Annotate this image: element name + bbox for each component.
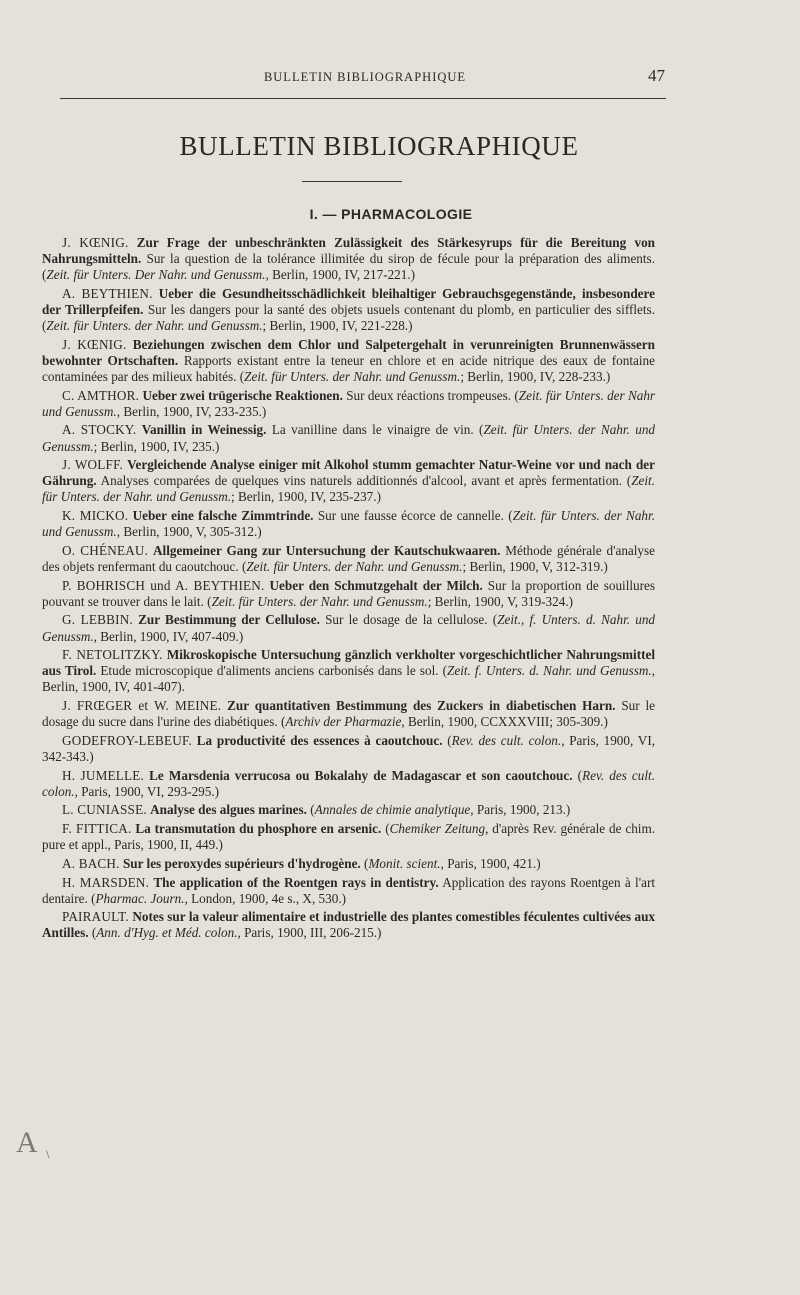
page-title: BULLETIN BIBLIOGRAPHIQUE: [179, 131, 579, 161]
entry-title: Ueber die Gesundheitsschädlichkeit bleihaltiger Gebrauchsgegenstände, insbesondere der Trillerpfeifen.: [42, 285, 656, 317]
entry-source: Ann. d'Hyg. et Méd. colon.: [96, 925, 238, 941]
entry-description: Analyses comparées de quelques vins naturels additionnés d'alcool, avant et après fermentation.: [100, 473, 623, 489]
entry-author: J. FRŒGER et W. MEINE.: [62, 698, 222, 714]
entry-publication: , Berlin, 1900, IV, 217-221.): [265, 267, 416, 283]
bibliography-entry: J. FRŒGER et W. MEINE. Zur quantitativen Bestimmung des Zuckers in diabetischen Harn. Sur le dosage du sucre dans l'urine des diabétiques. (Archiv der Pharmazie, Berlin, 1900, CCXXXVIII; 305-309.): [42, 698, 656, 730]
header-rule: [60, 98, 666, 99]
bibliography-entry: K. MICKO. Ueber eine falsche Zimmtrinde. Sur une fausse écorce de cannelle. (Zeit. für Unters. der Nahr. und Genussm., Berlin, 1900, V, 305-312.): [42, 508, 655, 540]
entry-description: Sur la question de la tolérance illimitée du sirop de fécule pour la préparation des aliments.: [146, 251, 655, 267]
entry-title: Vanillin in Weinessig.: [141, 422, 267, 438]
bibliography-entry: C. AMTHOR. Ueber zwei trügerische Reaktionen. Sur deux réactions trompeuses. (Zeit. für Unters. der Nahr und Genussm., Berlin, 1900, IV, 233-235.): [42, 387, 656, 419]
entry-source: Zeit. für Unters. der Nahr. und Genussm.: [42, 508, 655, 540]
entry-publication: ; Berlin, 1900, V, 312-319.): [462, 558, 608, 574]
bibliography-entry: A. BACH. Sur les peroxydes supérieurs d'hydrogène. (Monit. scient., Paris, 1900, 421.): [62, 855, 541, 871]
entry-title: Sur les peroxydes supérieurs d'hydrogène.: [122, 855, 361, 871]
entry-title: Zur Frage der unbeschränkten Zulässigkeit des Stärkesyrups für die Bereitung von Nahrungsmitteln.: [42, 235, 656, 267]
bibliography-entry: H. JUMELLE. Le Marsdenia verrucosa ou Bokalahy de Madagascar et son caoutchouc. (Rev. des cult. colon., Paris, 1900, VI, 293-295.): [42, 767, 656, 799]
entry-author: C. AMTHOR.: [62, 387, 140, 403]
entry-publication: , Paris, 1900, 213.): [470, 802, 571, 818]
bibliography-list: [42, 235, 655, 944]
entry-description: Sur la proportion de souillures pouvant se trouver dans le lait.: [42, 577, 656, 609]
entry-title: La transmutation du phosphore en arsenic.: [135, 821, 382, 837]
entry-source: Zeit. für Unters. der Nahr. und Genussm.: [246, 558, 463, 574]
entry-source: Zeit. für Unters. der Nahr. und Genussm.: [42, 473, 655, 505]
entry-source: Zeit. für Unters. der Nahr. und Genussm.: [42, 422, 656, 454]
entry-author: F. NETOLITZKY.: [62, 647, 163, 663]
margin-mark: A: [16, 1126, 38, 1159]
entry-title: Ueber zwei trügerische Reaktionen.: [142, 387, 343, 403]
entry-author: A. BEYTHIEN.: [62, 285, 153, 301]
entry-publication: ; Berlin, 1900, IV, 228-233.): [460, 368, 611, 384]
entry-source: Zeit. für Unters. der Nahr. und Genussm.: [211, 593, 428, 609]
entry-publication: , Paris, 1900, 421.): [440, 855, 541, 871]
entry-publication: , Berlin, 1900, IV, 233-235.): [116, 403, 267, 419]
entry-publication: , Berlin, 1900, V, 305-312.): [116, 524, 262, 540]
entry-title: Allgemeiner Gang zur Untersuchung der Kautschukwaaren.: [153, 542, 501, 558]
entry-author: PAIRAULT.: [62, 909, 129, 925]
entry-author: L. CUNIASSE.: [62, 802, 147, 818]
entry-description: Sur le dosage de la cellulose.: [325, 612, 488, 628]
entry-author: A. BACH.: [62, 855, 120, 871]
entry-publication: , Berlin, 1900, IV, 401-407).: [42, 663, 655, 695]
entry-title: The application of the Roentgen rays in dentistry.: [153, 874, 439, 890]
bibliography-entry: F. NETOLITZKY. Mikroskopische Untersuchung gänzlich verkholter vorgeschichtlicher Nahrungsmittel aus Tirol. Etude microscopique d'aliments anciens carbonisés dans le sol. (Zeit. f. Unters. d. Nahr. und Genussm., Berlin, 1900, IV, 401-407).: [42, 647, 655, 695]
entry-publication: , Paris, 1900, VI, 293-295.): [74, 783, 220, 799]
entry-title: Zur Bestimmung der Cellulose.: [138, 612, 320, 628]
entry-publication: , d'après Rev. générale de chim. pure et appl., Paris, 1900, II, 449.): [42, 821, 656, 853]
entry-publication: ; Berlin, 1900, IV, 235.): [93, 438, 220, 454]
entry-author: J. WOLFF.: [62, 457, 124, 473]
entry-source: Zeit. f. Unters. d. Nahr. und Genussm.: [447, 663, 652, 679]
entry-publication: , Paris, 1900, VI, 342-343.): [42, 732, 656, 764]
entry-source: Zeit. für Unters. Der Nahr. und Genussm.: [46, 267, 266, 283]
running-head: BULLETIN BIBLIOGRAPHIQUE: [263, 70, 467, 84]
bibliography-entry: P. BOHRISCH und A. BEYTHIEN. Ueber den Schmutzgehalt der Milch. Sur la proportion de souillures pouvant se trouver dans le lait. (Zeit. für Unters. der Nahr. und Genussm.; Berlin, 1900, V, 319-324.): [42, 577, 656, 609]
entry-title: Le Marsdenia verrucosa ou Bokalahy de Madagascar et son caoutchouc.: [149, 767, 573, 783]
entry-author: O. CHÉNEAU.: [62, 542, 149, 558]
entry-author: GODEFROY-LEBEUF.: [62, 732, 192, 748]
entry-author: H. MARSDEN.: [62, 874, 150, 890]
entry-author: P. BOHRISCH und A. BEYTHIEN.: [62, 577, 265, 593]
entry-publication: , London, 1900, 4e s., X, 530.): [184, 890, 347, 906]
bibliography-entry: J. WOLFF. Vergleichende Analyse einiger mit Alkohol stumm gemachter Natur-Weine vor und nach der Gährung. Analyses comparées de quelques vins naturels additionnés d'alcool, avant et après fermentation. (Zeit. für Unters. der Nahr. und Genussm.; Berlin, 1900, IV, 235-237.): [42, 457, 655, 505]
entry-author: F. FITTICA.: [62, 821, 132, 837]
entry-title: Mikroskopische Untersuchung gänzlich verkholter vorgeschichtlicher Nahrungsmittel aus Tirol.: [42, 647, 655, 679]
entry-publication: ; Berlin, 1900, IV, 235-237.): [231, 489, 381, 505]
entry-source: Chemiker Zeitung: [389, 821, 486, 837]
page-number: 47: [648, 66, 665, 85]
entry-author: H. JUMELLE.: [62, 767, 145, 783]
entry-source: Zeit. für Unters. der Nahr. und Genussm.: [46, 318, 263, 334]
entry-author: K. MICKO.: [62, 508, 129, 524]
entry-author: G. LEBBIN.: [62, 612, 133, 628]
entry-title: Beziehungen zwischen dem Chlor und Salpetergehalt in verunreinigten Brunnenwässern bewohnter Ortschaften.: [42, 336, 655, 368]
entry-description: Sur les dangers pour la santé des objets usuels contenant du plomb, en particulier des sifflets.: [147, 301, 655, 317]
entry-description: Sur le dosage du sucre dans l'urine des diabétiques.: [42, 698, 656, 730]
entry-source: Monit. scient.: [368, 855, 441, 871]
entry-author: J. KŒNIG.: [62, 336, 127, 352]
entry-description: Sur deux réactions trompeuses.: [346, 387, 512, 403]
entry-publication: , Paris, 1900, III, 206-215.): [237, 925, 382, 941]
title-rule: [302, 181, 402, 182]
entry-title: Ueber eine falsche Zimmtrinde.: [132, 508, 314, 524]
bibliography-entry: O. CHÉNEAU. Allgemeiner Gang zur Untersuchung der Kautschukwaaren. Méthode générale d'analyse des objets renfermant du caoutchouc. (Zeit. für Unters. der Nahr. und Genussm.; Berlin, 1900, V, 312-319.): [42, 542, 656, 574]
bibliography-entry: PAIRAULT. Notes sur la valeur alimentaire et industrielle des plantes comestibles féculentes cultivées aux Antilles. (Ann. d'Hyg. et Méd. colon., Paris, 1900, III, 206-215.): [42, 909, 655, 941]
entry-author: J. KŒNIG.: [62, 235, 129, 250]
margin-dot: \: [46, 1147, 50, 1161]
entry-publication: ; Berlin, 1900, V, 319-324.): [427, 593, 574, 609]
entry-source: Rev. des cult. colon.: [42, 767, 656, 799]
bibliography-entry: F. FITTICA. La transmutation du phosphore en arsenic. (Chemiker Zeitung, d'après Rev. générale de chim. pure et appl., Paris, 1900, II, 449.): [42, 821, 656, 853]
bibliography-entry: J. KŒNIG. Beziehungen zwischen dem Chlor und Salpetergehalt in verunreinigten Brunnenwässern bewohnter Ortschaften. Rapports existant entre la teneur en chlore et en acide nitrique des eaux de fontaine contaminées par des milieux habités. (Zeit. für Unters. der Nahr. und Genussm.; Berlin, 1900, IV, 228-233.): [42, 336, 655, 384]
entry-publication: , Berlin, 1900, CCXXXVIII; 305-309.): [401, 714, 608, 730]
entry-source: Archiv der Pharmazie: [285, 714, 402, 730]
bibliography-entry: J. KŒNIG. Zur Frage der unbeschränkten Zulässigkeit des Stärkesyrups für die Bereitung von Nahrungsmitteln. Sur la question de la tolérance illimitée du sirop de fécule pour la préparation des aliments. (Zeit. für Unters. Der Nahr. und Genussm., Berlin, 1900, IV, 217-221.): [42, 235, 656, 283]
bibliography-entry: L. CUNIASSE. Analyse des algues marines. (Annales de chimie analytique, Paris, 1900, 213.): [62, 802, 571, 818]
entry-source: Annales de chimie analytique: [314, 802, 471, 818]
entry-description: Etude microscopique d'aliments anciens carbonisés dans le sol.: [100, 663, 439, 679]
entry-title: La productivité des essences à caoutchouc.: [196, 732, 443, 748]
entry-description: Sur une fausse écorce de cannelle.: [317, 508, 504, 524]
entry-author: A. STOCKY.: [62, 422, 137, 438]
entry-title: Notes sur la valeur alimentaire et industrielle des plantes comestibles féculentes cultivées aux Antilles.: [42, 909, 655, 941]
entry-title: Zur quantitativen Bestimmung des Zuckers in diabetischen Harn.: [227, 698, 616, 714]
entry-title: Analyse des algues marines.: [150, 802, 307, 818]
entry-source: Pharmac. Journ.: [95, 890, 185, 906]
entry-description: La vanilline dans le vinaigre de vin.: [271, 422, 474, 438]
entry-source: Rev. des cult. colon.: [451, 732, 562, 748]
bibliography-entry: G. LEBBIN. Zur Bestimmung der Cellulose. Sur le dosage de la cellulose. (Zeit., f. Unters. d. Nahr. und Genussm., Berlin, 1900, IV, 407-409.): [42, 612, 656, 644]
entry-description: Application des rayons Roentgen à l'art dentaire.: [42, 874, 655, 906]
bibliography-entry: A. BEYTHIEN. Ueber die Gesundheitsschädlichkeit bleihaltiger Gebrauchsgegenstände, insbesondere der Trillerpfeifen. Sur les dangers pour la santé des objets usuels contenant du plomb, en particulier des sifflets. (Zeit. für Unters. der Nahr. und Genussm.; Berlin, 1900, IV, 221-228.): [42, 285, 656, 334]
entry-publication: ; Berlin, 1900, IV, 221-228.): [262, 318, 413, 334]
entry-title: Vergleichende Analyse einiger mit Alkohol stumm gemachter Natur-Weine vor und nach der Gährung.: [42, 457, 655, 489]
entry-source: Zeit. für Unters. der Nahr und Genussm.: [42, 387, 656, 419]
entry-description: Méthode générale d'analyse des objets renfermant du caoutchouc.: [42, 542, 656, 574]
bibliography-entry: A. STOCKY. Vanillin in Weinessig. La vanilline dans le vinaigre de vin. (Zeit. für Unters. der Nahr. und Genussm.; Berlin, 1900, IV, 235.): [42, 422, 656, 454]
bibliography-entry: GODEFROY-LEBEUF. La productivité des essences à caoutchouc. (Rev. des cult. colon., Paris, 1900, VI, 342-343.): [42, 732, 656, 764]
entry-publication: , Berlin, 1900, IV, 407-409.): [93, 628, 244, 644]
entry-source: Zeit. für Unters. der Nahr. und Genussm.: [244, 368, 461, 384]
section-heading: I. — PHARMACOLOGIE: [309, 206, 473, 222]
entry-source: Zeit., f. Unters. d. Nahr. und Genussm.: [42, 612, 656, 644]
bibliography-entry: H. MARSDEN. The application of the Roentgen rays in dentistry. Application des rayons Roentgen à l'art dentaire. (Pharmac. Journ., London, 1900, 4e s., X, 530.): [42, 874, 655, 906]
entry-description: Rapports existant entre la teneur en chlore et en acide nitrique des eaux de fontaine contaminées par des milieux habités.: [42, 352, 655, 384]
entry-title: Ueber den Schmutzgehalt der Milch.: [269, 577, 483, 593]
